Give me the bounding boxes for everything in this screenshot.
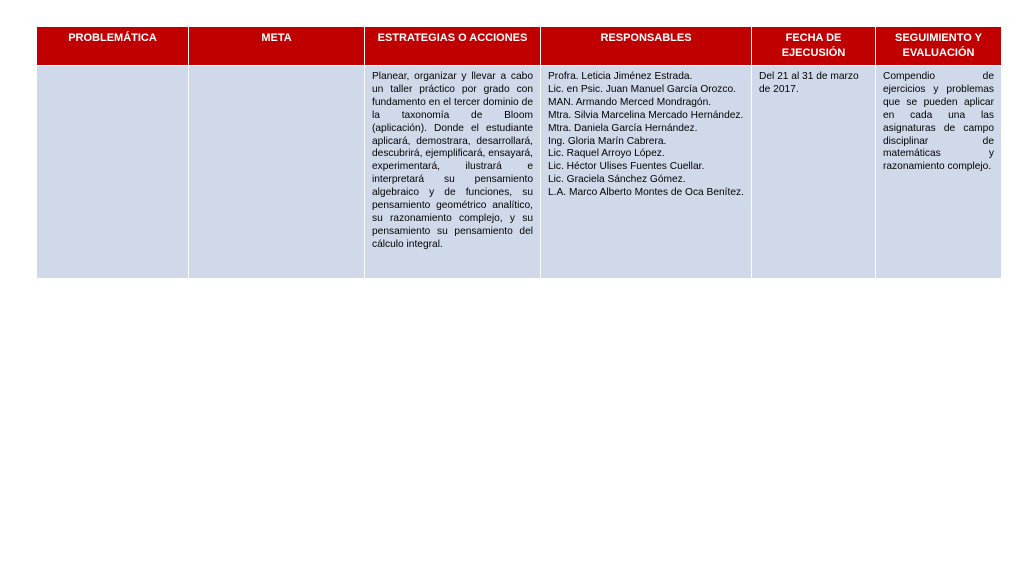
cell-meta (189, 66, 365, 279)
responsable-item: Lic. en Psic. Juan Manuel García Orozco. (548, 83, 736, 95)
responsable-item: Profra. Leticia Jiménez Estrada. (548, 71, 693, 82)
header-seguimiento: SEGUIMIENTO Y EVALUACIÓN (876, 27, 1002, 66)
table-row (37, 66, 1002, 279)
header-fecha: FECHA DE EJECUSIÓN (752, 27, 876, 66)
responsable-item: Lic. Graciela Sánchez Gómez. (548, 174, 686, 186)
responsable-item: L.A. Marco Alberto Montes de Oca Benítez. (548, 187, 744, 199)
header-responsables: RESPONSABLES (541, 27, 752, 66)
cell-responsables (541, 66, 752, 279)
header-meta: META (189, 27, 365, 66)
responsable-item: Mtra. Silvia Marcelina Mercado Hernández. (548, 109, 744, 121)
header-problematica: PROBLEMÁTICA (37, 27, 189, 66)
estrategias-text: Planear, organizar y llevar a cabo un taller práctico por grado con fundamento en el tercer dominio de la taxonomía de Bloom (aplicación). Donde el estudiante aplicará, demostrara, desarrollará, descubrirá, ejemplificará, ensayará, experimentará, ilustrará e interpretará su pensamiento algebraico y de funciones, su pensamiento geométrico analítico, su razonamiento complejo, y su pensamiento su pensamiento del cálculo integral. (372, 71, 533, 250)
seguimiento-text: Compendio de ejercicios y problemas que se pueden aplicar en cada una las asignaturas de campo disciplinar de matemáticas y razonamiento complejo. (883, 71, 994, 173)
responsable-item: MAN. Armando Merced Mondragón. (548, 96, 712, 108)
responsable-item: Lic. Raquel Arroyo López. (548, 148, 665, 160)
action-plan-table (36, 26, 1002, 279)
cell-estrategias (365, 66, 541, 279)
cell-seguimiento (876, 66, 1002, 279)
cell-fecha (752, 66, 876, 279)
responsable-item: Mtra. Daniela García Hernández. (548, 122, 698, 134)
fecha-text: Del 21 al 31 de marzo de 2017. (759, 71, 859, 95)
header-row (37, 27, 1002, 66)
responsable-item: Ing. Gloria Marín Cabrera. (548, 135, 667, 147)
cell-problematica (37, 66, 189, 279)
responsable-item: Lic. Héctor Ulises Fuentes Cuellar. (548, 161, 705, 173)
header-estrategias: ESTRATEGIAS O ACCIONES (365, 27, 541, 66)
